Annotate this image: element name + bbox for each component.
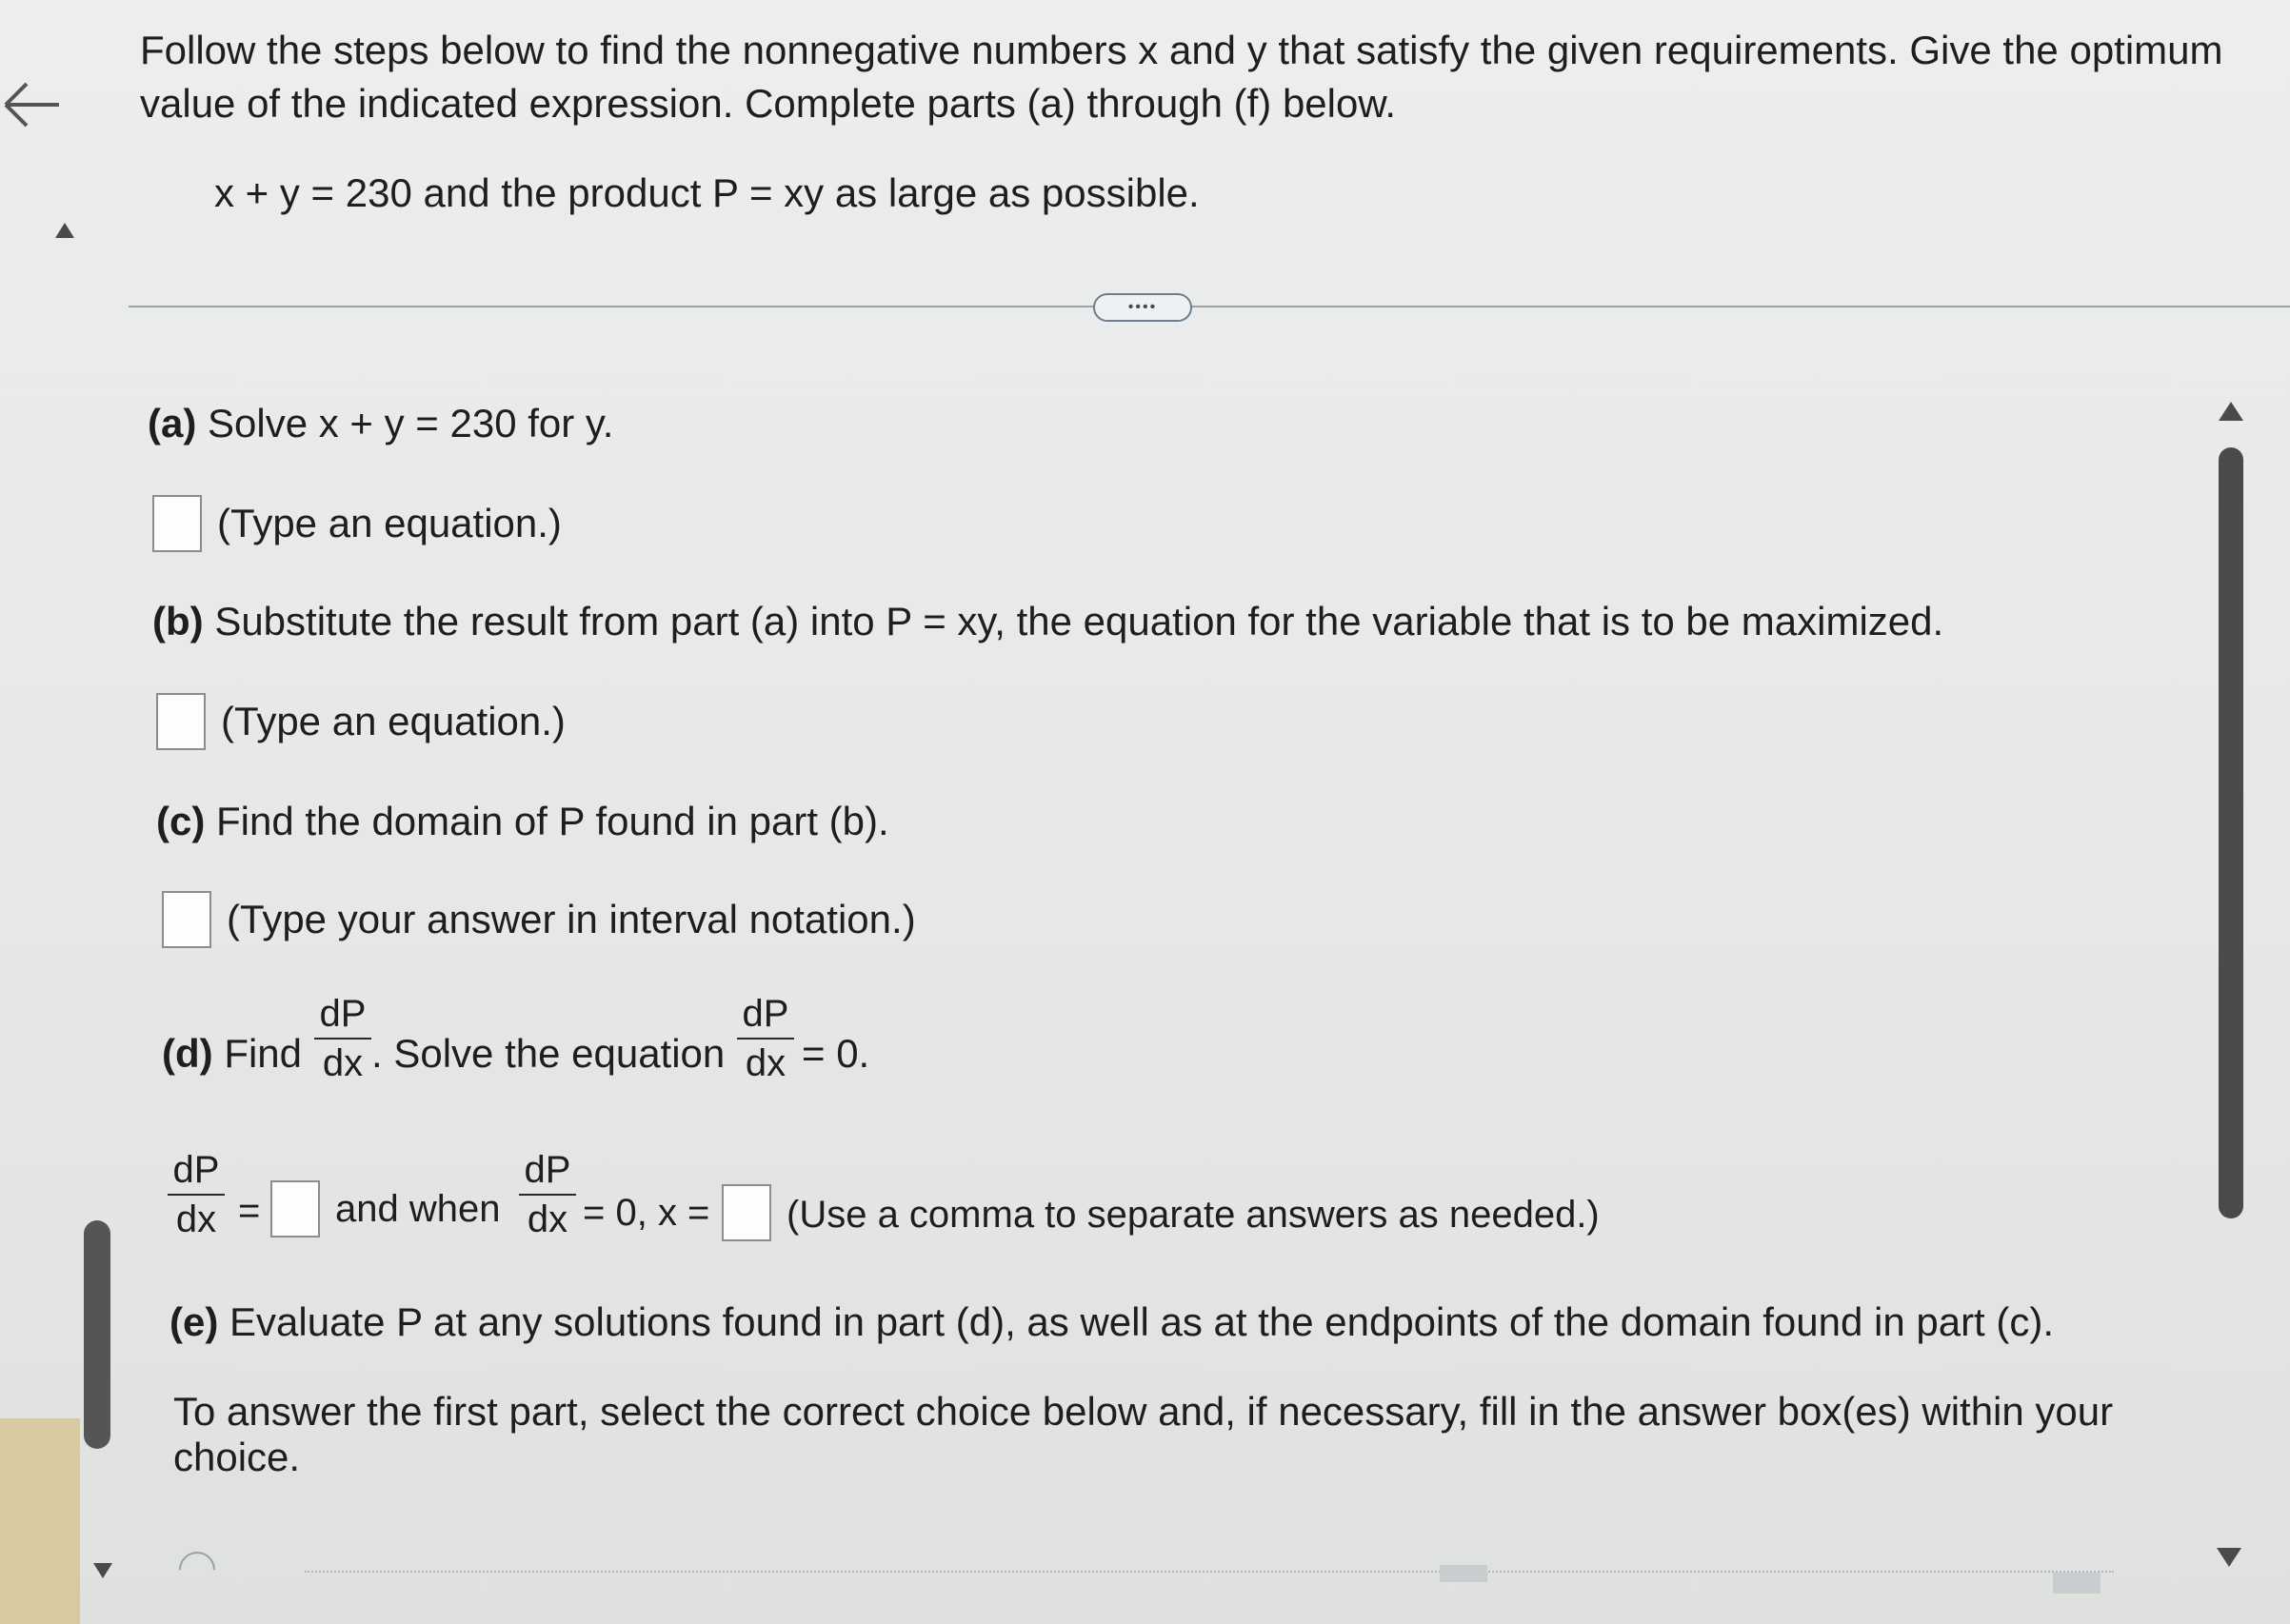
and-when-text: and when — [335, 1188, 501, 1230]
part-d-label: (d) — [162, 1031, 213, 1076]
section-divider — [129, 306, 2290, 307]
part-b-label: (b) — [152, 599, 204, 644]
part-d-solve-text: . Solve the equation — [371, 1031, 726, 1076]
fraction-numerator: dP — [172, 1149, 220, 1191]
choice-radio-a[interactable] — [171, 1544, 223, 1595]
condition-text: x + y = 230 and the product P = xy as large as possible. — [214, 170, 1200, 215]
derivative-answer-box[interactable] — [270, 1180, 320, 1238]
part-d-derivative-fraction-1 — [314, 992, 371, 1085]
choice-row-fragments — [305, 1571, 2114, 1574]
part-d-eq-zero: = 0. — [802, 1031, 870, 1076]
left-panel-tab — [0, 1418, 80, 1624]
choice-answer-box-faint[interactable] — [1440, 1565, 1487, 1582]
condition-derivative-fraction — [519, 1148, 576, 1241]
part-b-prompt: Substitute the result from part (a) into P = xy, the equation for the variable that is to be maximized. — [214, 599, 1944, 644]
scroll-up-icon[interactable] — [2217, 400, 2245, 423]
choice-answer-box-faint-2[interactable] — [2053, 1573, 2101, 1594]
part-e-instruction-1: To answer the first part, select the correct choice below and, if necessary, fill in the answer box(es) within your — [173, 1389, 2114, 1434]
intro-line-1: Follow the steps below to find the nonnegative numbers x and y that satisfy the given requirements. Give the optimum — [140, 28, 2223, 72]
part-e-prompt: Evaluate P at any solutions found in part (d), as well as at the endpoints of the domain found in part (c). — [229, 1299, 2055, 1344]
part-e-question — [169, 1298, 2054, 1346]
part-c-answer-box[interactable] — [162, 891, 211, 948]
part-d-hint: (Use a comma to separate answers as needed.) — [787, 1194, 1600, 1236]
back-arrow-icon[interactable] — [0, 76, 67, 133]
part-b-answer-box[interactable] — [156, 693, 206, 750]
part-d-find — [162, 1030, 302, 1078]
part-e-label: (e) — [169, 1299, 219, 1344]
fraction-denominator: dx — [175, 1198, 217, 1240]
fraction-denominator: dx — [745, 1042, 787, 1084]
part-d-find-text: Find — [224, 1031, 303, 1076]
fraction-denominator: dx — [322, 1042, 364, 1084]
scrollbar-thumb[interactable] — [2219, 447, 2243, 1218]
fraction-numerator: dP — [319, 993, 367, 1035]
part-a-answer-box[interactable] — [152, 495, 202, 552]
fraction-numerator: dP — [742, 993, 789, 1035]
part-a-hint: (Type an equation.) — [217, 501, 562, 545]
part-c-hint: (Type your answer in interval notation.) — [227, 897, 916, 941]
part-b-question — [152, 598, 1943, 645]
critical-x-answer-box[interactable] — [722, 1184, 771, 1241]
left-panel-scroll-handle[interactable] — [84, 1220, 110, 1449]
part-a-label: (a) — [148, 401, 197, 446]
part-a-prompt: Solve x + y = 230 for y. — [208, 401, 614, 446]
part-c-label: (c) — [156, 799, 206, 843]
eq-zero-x-text: = 0, x = — [583, 1192, 710, 1234]
fraction-numerator: dP — [524, 1149, 571, 1191]
part-c-question — [156, 798, 889, 845]
part-b-hint: (Type an equation.) — [221, 699, 566, 743]
answer-derivative-fraction — [168, 1148, 225, 1241]
left-collapse-arrow-icon[interactable] — [53, 221, 76, 240]
left-scroll-down-icon[interactable] — [91, 1561, 114, 1580]
fraction-denominator: dx — [527, 1198, 568, 1240]
intro-line-2: value of the indicated expression. Complete parts (a) through (f) below. — [140, 81, 1397, 126]
part-d-derivative-fraction-2 — [737, 992, 794, 1085]
part-a-question — [148, 400, 613, 447]
scroll-down-icon[interactable] — [2215, 1546, 2243, 1569]
part-e-instruction-2: choice. — [173, 1435, 301, 1479]
equals-sign: = — [238, 1190, 261, 1232]
part-c-prompt: Find the domain of P found in part (b). — [216, 799, 889, 843]
show-more-button[interactable]: •••• — [1093, 293, 1192, 322]
